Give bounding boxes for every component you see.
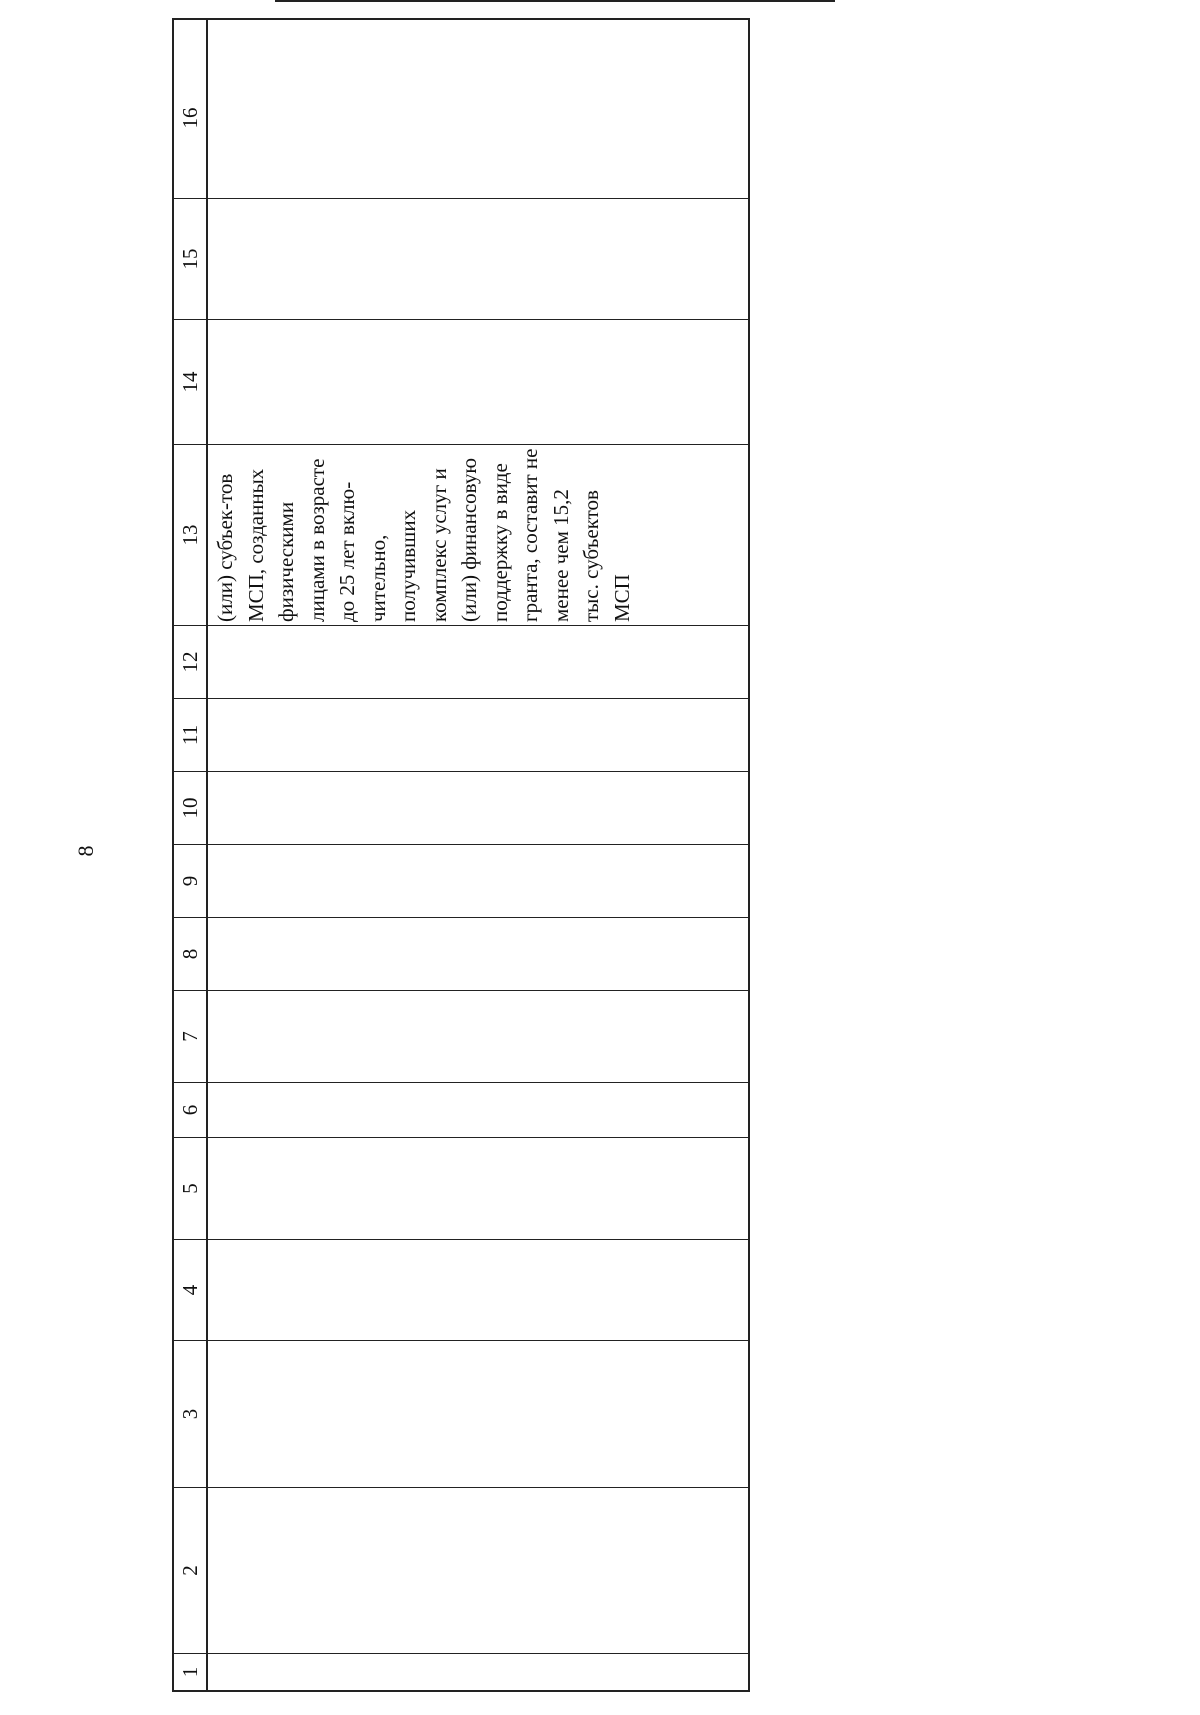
table-cell-8: [208, 917, 748, 990]
table-cell-5: [208, 1137, 748, 1239]
data-table: [172, 18, 750, 1692]
column-header-4: 4: [174, 1239, 206, 1340]
table-cell-3: [208, 1340, 748, 1487]
table-header-row: [174, 20, 208, 1690]
top-border-line: [275, 0, 835, 2]
table-row: [208, 20, 748, 1690]
column-header-14: 14: [174, 319, 206, 444]
table-cell-11: [208, 698, 748, 771]
column-header-10: 10: [174, 771, 206, 844]
column-header-15: 15: [174, 198, 206, 319]
column-header-6: 6: [174, 1082, 206, 1137]
column-header-3: 3: [174, 1340, 206, 1487]
column-header-9: 9: [174, 844, 206, 917]
column-header-16: 16: [178, 107, 202, 129]
table-cell-10: [208, 771, 748, 844]
column-header-2: 2: [174, 1487, 206, 1653]
table-cell-6: [208, 1082, 748, 1137]
table-cell-15: [208, 198, 748, 319]
column-header-11: 11: [174, 698, 206, 771]
column-header-12: 12: [174, 625, 206, 698]
table-cell-16: [208, 38, 748, 198]
column-header-5: 5: [174, 1137, 206, 1239]
column-header-13: 13: [174, 444, 206, 625]
page-number: 8: [73, 845, 98, 857]
table-cell-14: [208, 319, 748, 444]
table-cell-4: [208, 1239, 748, 1340]
table-cell-12: [208, 625, 748, 698]
column-header-7: 7: [174, 990, 206, 1082]
column-header-8: 8: [174, 917, 206, 990]
column-header-1: 1: [174, 1653, 206, 1690]
table-cell-2: [208, 1487, 748, 1653]
table-cell-9: [208, 844, 748, 917]
table-cell-1: [208, 1653, 748, 1690]
table-cell-7: [208, 990, 748, 1082]
table-cell-13: (или) субъек-тов МСП, созданных физическими лицами в возрасте до 25 лет вклю-чительно, получивших комплекс услуг и (или) финансовую поддержку в виде гранта, составит не менее чем 15,2 тыс. субъектов МСП: [208, 444, 748, 625]
